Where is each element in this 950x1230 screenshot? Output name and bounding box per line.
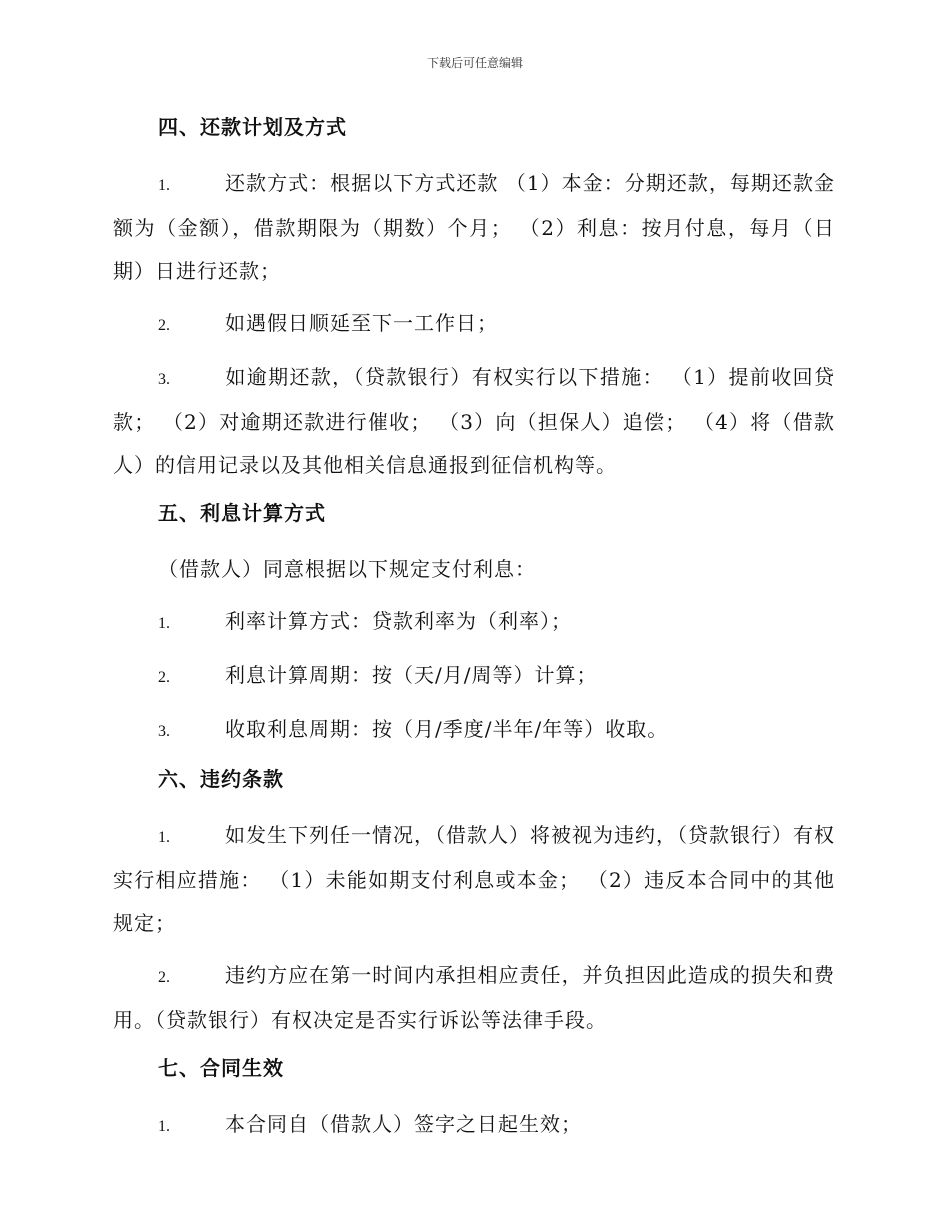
item-text: 如发生下列任一情况，（借款人）将被视为违约，（贷款银行）有权实行相应措施： （1）未能如期支付利息或本金； （2）违反本合同中的其他规定； [113, 823, 835, 935]
section-heading-default: 六、违约条款 [158, 767, 284, 791]
list-item [113, 302, 835, 347]
list-item [113, 708, 835, 753]
section-heading-effective: 七、合同生效 [158, 1056, 284, 1080]
document-body [113, 110, 835, 1157]
item-text: 如遇假日顺延至下一工作日； [225, 311, 498, 335]
list-item [113, 356, 835, 487]
item-text: 利率计算方式：贷款利率为（利率）； [225, 609, 572, 633]
item-number: 2. [158, 669, 170, 686]
section-intro: （借款人）同意根据以下规定支付利息： [158, 557, 536, 581]
item-number: 2. [158, 317, 170, 334]
list-item [113, 954, 835, 1042]
list-item [113, 654, 835, 699]
item-number: 1. [158, 1118, 170, 1135]
list-item [113, 600, 835, 645]
section-heading-interest: 五、利息计算方式 [158, 501, 326, 525]
page-header: 下载后可任意编辑 [426, 56, 523, 70]
list-item [113, 162, 835, 293]
item-text: 还款方式：根据以下方式还款 （1）本金：分期还款，每期还款金额为（金额），借款期限为（期数）个月； （2）利息：按月付息，每月（日期）日进行还款； [113, 171, 835, 283]
item-text: 收取利息周期：按（月/季度/半年/年等）收取。 [225, 717, 669, 741]
item-number: 3. [158, 371, 170, 388]
item-text: 如逾期还款，（贷款银行）有权实行以下措施： （1）提前收回贷款； （2）对逾期还款进行催收； （3）向（担保人）追偿； （4）将（借款人）的信用记录以及其他相关信息通报到征信机构等。 [113, 365, 835, 477]
list-item [113, 814, 835, 945]
item-text: 利息计算周期：按（天/月/周等）计算； [225, 663, 598, 687]
item-number: 1. [158, 615, 170, 632]
item-number: 2. [158, 969, 170, 986]
list-item [113, 1103, 835, 1148]
section-heading-repayment: 四、还款计划及方式 [158, 115, 347, 139]
item-number: 3. [158, 723, 170, 740]
item-number: 1. [158, 177, 170, 194]
item-number: 1. [158, 829, 170, 846]
item-text: 本合同自（借款人）签字之日起生效； [225, 1112, 582, 1136]
item-text: 违约方应在第一时间内承担相应责任，并负担因此造成的损失和费用。（贷款银行）有权决定是否实行诉讼等法律手段。 [113, 963, 835, 1032]
